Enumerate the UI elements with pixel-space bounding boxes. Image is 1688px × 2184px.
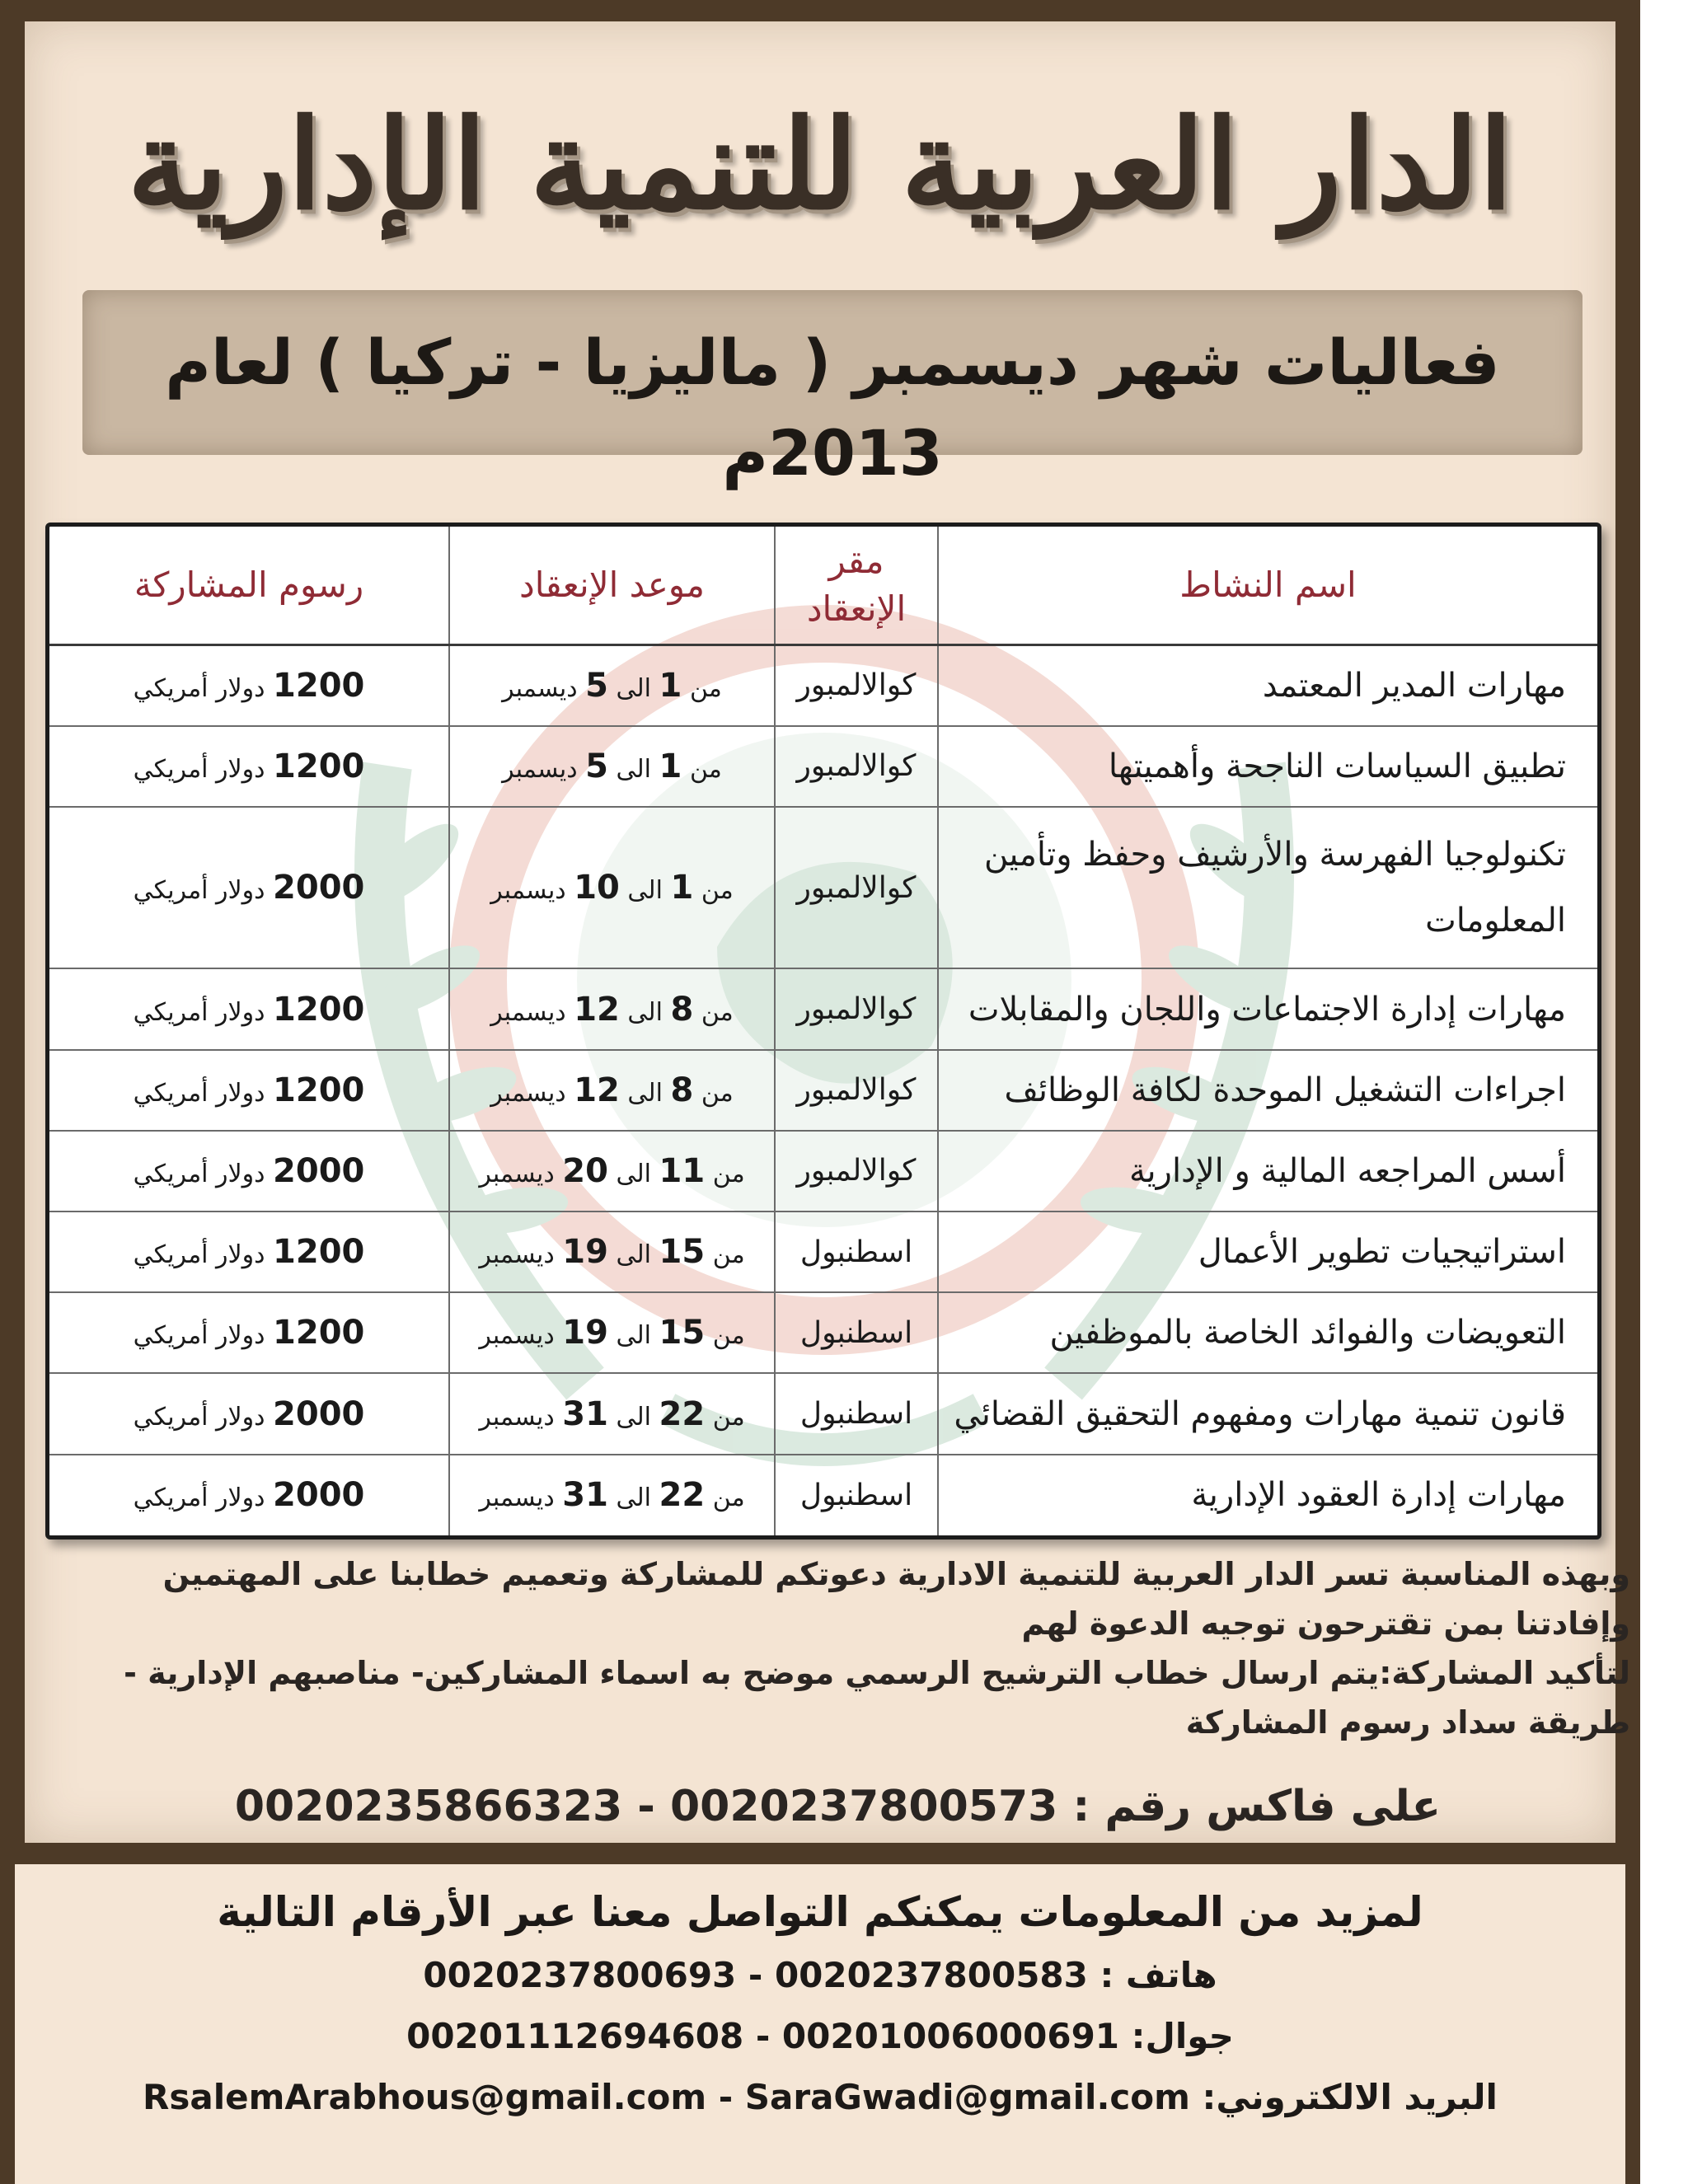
fee-unit: دولار أمريكي bbox=[133, 1483, 265, 1513]
mobile-line bbox=[15, 2006, 1625, 2067]
date-prefix: من bbox=[701, 997, 734, 1027]
invitation-line: وبهذه المناسبة تسر الدار العربية للتنمية الادارية دعوتكم للمشاركة وتعميم خطابنا على المهتمين bbox=[162, 1556, 1630, 1592]
date-to: 19 bbox=[562, 1233, 608, 1272]
table-row bbox=[49, 1455, 1597, 1535]
fee-unit: دولار أمريكي bbox=[133, 1321, 265, 1351]
brand-title: الدار العربية للتنمية الإدارية bbox=[127, 92, 1513, 237]
date-to: 31 bbox=[562, 1476, 608, 1515]
mobile-numbers: 00201112694608 - 00201006000691 bbox=[406, 2016, 1120, 2056]
cell-date bbox=[449, 807, 775, 968]
date-prefix: من bbox=[689, 673, 722, 703]
events-table-container bbox=[45, 523, 1601, 1540]
date-mid: الى bbox=[616, 1321, 651, 1351]
cell-activity: تكنولوجيا الفهرسة والأرشيف وحفظ وتأمين المعلومات bbox=[938, 807, 1597, 968]
table-body bbox=[49, 645, 1597, 1536]
fee-amount: 1200 bbox=[273, 990, 365, 1029]
fee-amount: 2000 bbox=[273, 1151, 365, 1190]
cell-date bbox=[449, 1050, 775, 1131]
table-header-row bbox=[49, 527, 1597, 645]
date-from: 1 bbox=[659, 747, 682, 785]
cell-venue: اسطنبول bbox=[775, 1292, 938, 1373]
date-to: 20 bbox=[562, 1151, 608, 1190]
cell-activity: قانون تنمية مهارات ومفهوم التحقيق القضائي bbox=[938, 1373, 1597, 1454]
invitation-line: طريقة سداد رسوم المشاركة bbox=[1185, 1704, 1630, 1741]
cell-activity: اجراءات التشغيل الموحدة لكافة الوظائف bbox=[938, 1050, 1597, 1131]
table-row bbox=[49, 1131, 1597, 1212]
cell-venue: كوالالمبور bbox=[775, 645, 938, 726]
table-row bbox=[49, 1292, 1597, 1373]
fee-amount: 2000 bbox=[273, 1476, 365, 1515]
date-suffix: ديسمبر bbox=[479, 1483, 555, 1513]
date-to: 12 bbox=[574, 990, 620, 1029]
cell-date bbox=[449, 1212, 775, 1292]
cell-date bbox=[449, 1131, 775, 1212]
date-prefix: من bbox=[712, 1240, 745, 1270]
fee-unit: دولار أمريكي bbox=[133, 876, 265, 906]
cell-venue: كوالالمبور bbox=[775, 807, 938, 968]
date-to: 10 bbox=[574, 869, 620, 907]
phone-numbers: 0020237800693 - 0020237800583 bbox=[423, 1955, 1088, 1995]
fee-unit: دولار أمريكي bbox=[133, 673, 265, 703]
date-prefix: من bbox=[712, 1483, 745, 1513]
invitation-line: وإفادتنا بمن تقترحون توجيه الدعوة لهم bbox=[1021, 1605, 1630, 1642]
fee-amount: 2000 bbox=[273, 1394, 365, 1433]
cell-venue: كوالالمبور bbox=[775, 968, 938, 1049]
cell-fee bbox=[49, 807, 449, 968]
cell-venue: كوالالمبور bbox=[775, 726, 938, 807]
date-suffix: ديسمبر bbox=[479, 1159, 555, 1188]
table-row bbox=[49, 1050, 1597, 1131]
date-prefix: من bbox=[712, 1402, 745, 1432]
date-mid: الى bbox=[627, 997, 663, 1027]
phone-line bbox=[15, 1945, 1625, 2006]
date-mid: الى bbox=[616, 1240, 651, 1270]
date-prefix: من bbox=[689, 754, 722, 784]
date-to: 5 bbox=[585, 666, 608, 705]
date-from: 11 bbox=[659, 1151, 706, 1190]
cell-activity: مهارات المدير المعتمد bbox=[938, 645, 1597, 726]
date-to: 31 bbox=[562, 1394, 608, 1433]
cell-venue: اسطنبول bbox=[775, 1373, 938, 1454]
date-mid: الى bbox=[616, 754, 651, 784]
date-from: 8 bbox=[670, 990, 694, 1029]
mobile-label: جوال: bbox=[1131, 2016, 1234, 2056]
fax-numbers: 0020235866323 - 0020237800573 bbox=[234, 1782, 1058, 1831]
contact-heading: لمزيد من المعلومات يمكنكم التواصل معنا عبر الأرقام التالية bbox=[217, 1888, 1423, 1936]
cell-venue: كوالالمبور bbox=[775, 1131, 938, 1212]
date-suffix: ديسمبر bbox=[490, 1078, 566, 1108]
fee-unit: دولار أمريكي bbox=[133, 1159, 265, 1188]
date-prefix: من bbox=[712, 1321, 745, 1351]
fee-amount: 2000 bbox=[273, 869, 365, 907]
table-row bbox=[49, 807, 1597, 968]
date-from: 8 bbox=[670, 1071, 694, 1109]
cell-fee bbox=[49, 1212, 449, 1292]
date-prefix: من bbox=[712, 1159, 745, 1188]
table-row bbox=[49, 968, 1597, 1049]
date-suffix: ديسمبر bbox=[490, 876, 566, 906]
date-from: 1 bbox=[659, 666, 682, 705]
table-row bbox=[49, 1373, 1597, 1454]
cell-fee bbox=[49, 1455, 449, 1535]
phone-label: هاتف : bbox=[1100, 1955, 1217, 1995]
cell-date bbox=[449, 968, 775, 1049]
cell-date bbox=[449, 1455, 775, 1535]
date-from: 15 bbox=[659, 1233, 706, 1272]
events-table bbox=[49, 527, 1597, 1535]
date-prefix: من bbox=[701, 876, 734, 906]
fee-amount: 1200 bbox=[273, 1233, 365, 1272]
cell-activity: أسس المراجعه المالية و الإدارية bbox=[938, 1131, 1597, 1212]
date-to: 19 bbox=[562, 1314, 608, 1352]
fee-amount: 1200 bbox=[273, 666, 365, 705]
table-row bbox=[49, 1212, 1597, 1292]
date-from: 1 bbox=[670, 869, 694, 907]
date-to: 5 bbox=[585, 747, 608, 785]
date-mid: الى bbox=[627, 876, 663, 906]
cell-activity: مهارات إدارة العقود الإدارية bbox=[938, 1455, 1597, 1535]
cell-fee bbox=[49, 1050, 449, 1131]
date-suffix: ديسمبر bbox=[490, 997, 566, 1027]
email-line bbox=[15, 2067, 1625, 2128]
cell-fee bbox=[49, 726, 449, 807]
fee-unit: دولار أمريكي bbox=[133, 1240, 265, 1270]
cell-fee bbox=[49, 1131, 449, 1212]
fax-line bbox=[235, 1774, 1441, 1840]
cell-venue: اسطنبول bbox=[775, 1455, 938, 1535]
cell-date bbox=[449, 1292, 775, 1373]
invitation-text bbox=[81, 1549, 1630, 1747]
cell-fee bbox=[49, 1373, 449, 1454]
cell-venue: كوالالمبور bbox=[775, 1050, 938, 1131]
page-subtitle: فعاليات شهر ديسمبر ( ماليزيا - تركيا ) لعام 2013م bbox=[165, 326, 1500, 490]
table-row bbox=[49, 645, 1597, 726]
header-venue: مقر الإنعقاد bbox=[775, 527, 938, 645]
date-from: 22 bbox=[659, 1476, 706, 1515]
date-mid: الى bbox=[616, 1483, 651, 1513]
header-fee: رسوم المشاركة bbox=[49, 527, 449, 645]
date-from: 22 bbox=[659, 1394, 706, 1433]
date-suffix: ديسمبر bbox=[479, 1240, 555, 1270]
cell-date bbox=[449, 645, 775, 726]
fee-unit: دولار أمريكي bbox=[133, 997, 265, 1027]
fee-amount: 1200 bbox=[273, 1071, 365, 1109]
date-suffix: ديسمبر bbox=[502, 754, 578, 784]
header-activity: اسم النشاط bbox=[938, 527, 1597, 645]
cell-fee bbox=[49, 968, 449, 1049]
cell-venue: اسطنبول bbox=[775, 1212, 938, 1292]
invitation-line: لتأكيد المشاركة:يتم ارسال خطاب الترشيح الرسمي موضح به اسماء المشاركين- مناصبهم الإدارية - bbox=[124, 1655, 1630, 1691]
fee-amount: 1200 bbox=[273, 747, 365, 785]
date-suffix: ديسمبر bbox=[502, 673, 578, 703]
cell-activity: التعويضات والفوائد الخاصة بالموظفين bbox=[938, 1292, 1597, 1373]
date-from: 15 bbox=[659, 1314, 706, 1352]
date-mid: الى bbox=[627, 1078, 663, 1108]
fee-unit: دولار أمريكي bbox=[133, 754, 265, 784]
cell-date bbox=[449, 726, 775, 807]
date-mid: الى bbox=[616, 1159, 651, 1188]
fee-amount: 1200 bbox=[273, 1314, 365, 1352]
date-suffix: ديسمبر bbox=[479, 1402, 555, 1432]
date-to: 12 bbox=[574, 1071, 620, 1109]
contact-section bbox=[15, 1879, 1625, 2128]
email-label: البريد الالكتروني: bbox=[1202, 2077, 1498, 2117]
fee-unit: دولار أمريكي bbox=[133, 1078, 265, 1108]
fee-unit: دولار أمريكي bbox=[133, 1402, 265, 1432]
cell-activity: تطبيق السياسات الناجحة وأهميتها bbox=[938, 726, 1597, 807]
date-suffix: ديسمبر bbox=[479, 1321, 555, 1351]
fax-label: على فاكس رقم : bbox=[1072, 1782, 1441, 1831]
cell-activity: مهارات إدارة الاجتماعات واللجان والمقابلات bbox=[938, 968, 1597, 1049]
cell-fee bbox=[49, 645, 449, 726]
table-row bbox=[49, 726, 1597, 807]
date-prefix: من bbox=[701, 1078, 734, 1108]
cell-fee bbox=[49, 1292, 449, 1373]
cell-activity: استراتيجيات تطوير الأعمال bbox=[938, 1212, 1597, 1292]
date-mid: الى bbox=[616, 673, 651, 703]
cell-date bbox=[449, 1373, 775, 1454]
email-addresses[interactable]: RsalemArabhous@gmail.com - SaraGwadi@gmail.com bbox=[143, 2077, 1190, 2117]
header-date: موعد الإنعقاد bbox=[449, 527, 775, 645]
date-mid: الى bbox=[616, 1402, 651, 1432]
